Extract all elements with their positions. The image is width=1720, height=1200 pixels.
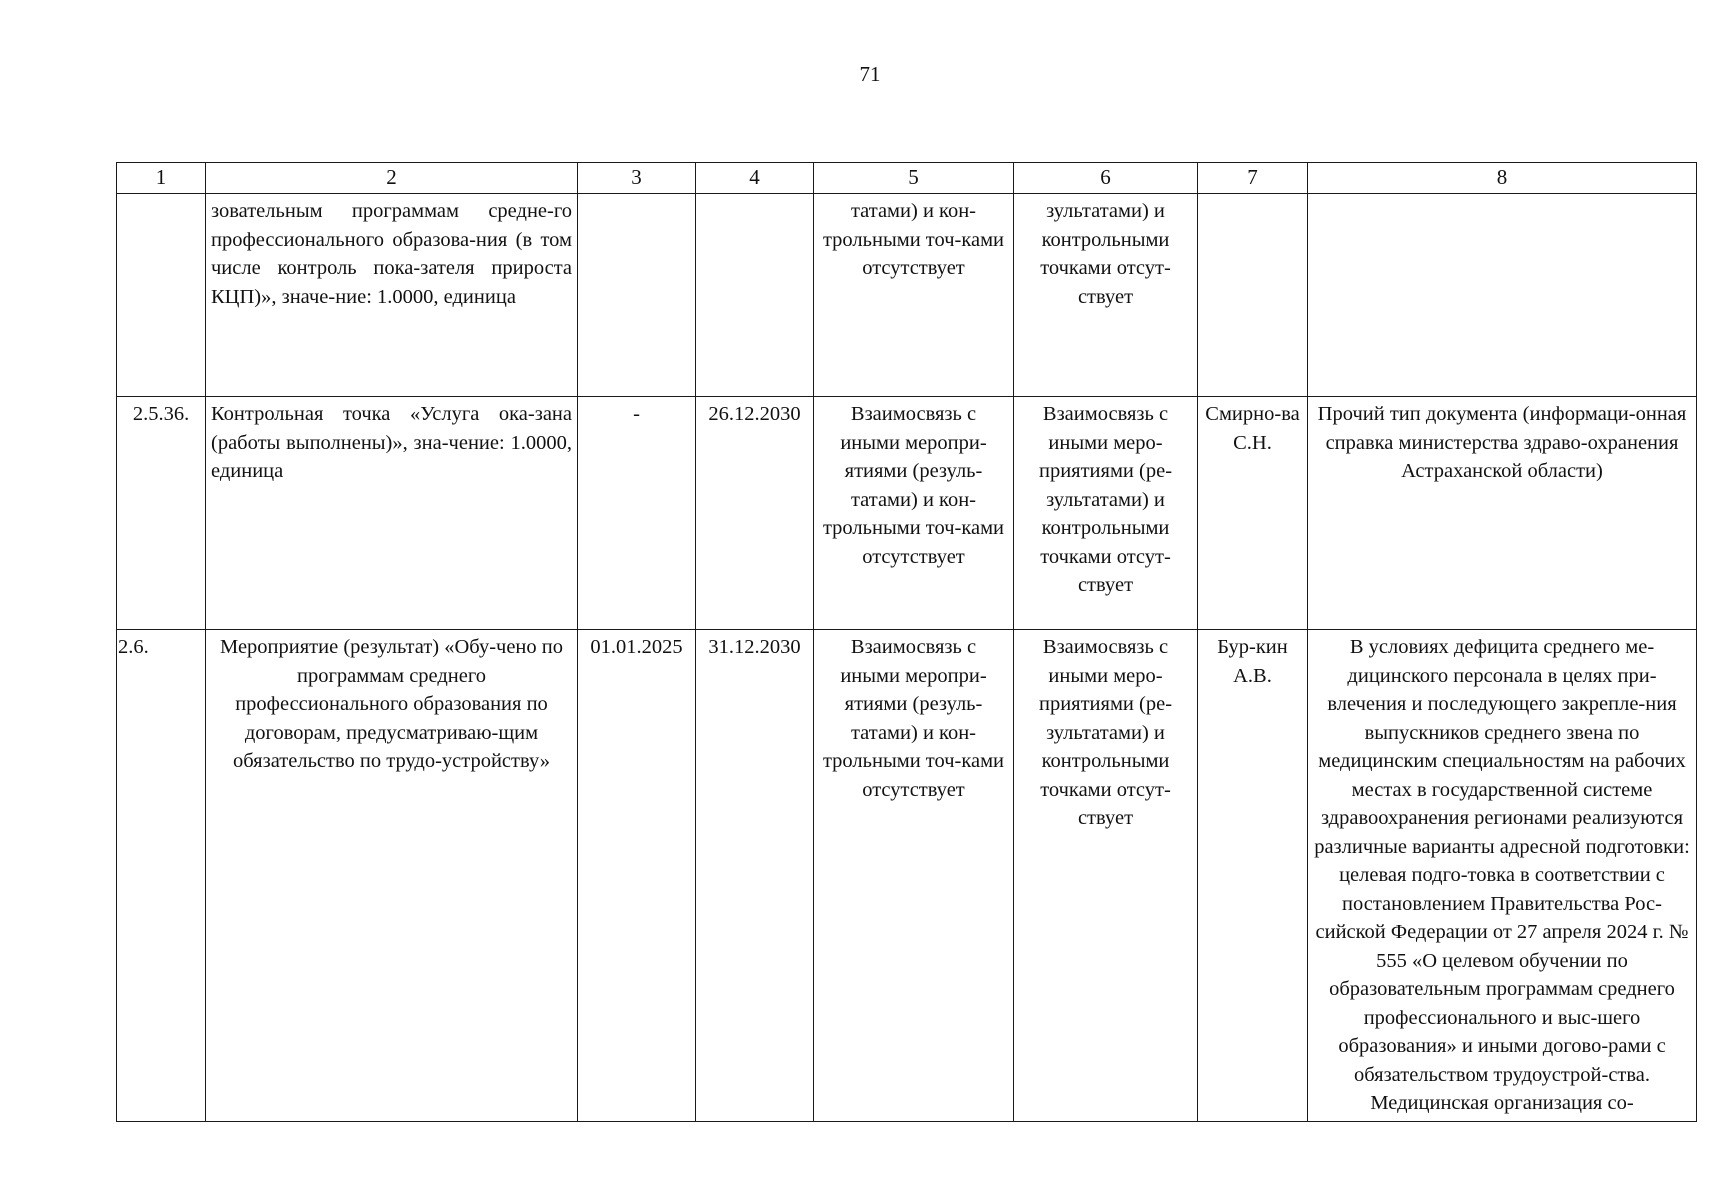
page-number: 71	[859, 62, 881, 86]
header-col-5: 5	[814, 163, 1014, 194]
cell-link-control: зультатами) и контрольными точками отсут-ствует	[1014, 194, 1198, 397]
cell-responsible: Смирно-ва С.Н.	[1198, 397, 1308, 630]
cell-num: 2.5.36.	[117, 397, 206, 630]
cell-name: Контрольная точка «Услуга ока-зана (работы выполнены)», зна-чение: 1.0000, единица	[206, 397, 578, 630]
cell-responsible: Бур-кин А.В.	[1198, 630, 1308, 1122]
cell-document: В условиях дефицита среднего ме-дицинского персонала в целях при-влечения и последующего закрепле-ния выпускников среднего звена по медицинским специальностям на рабочих местах в государственной системе здравоохранения регионами реализуются различные варианты адресной подготовки: целевая подго-товка в соответствии с постановлением Правительства Рос-сийской Федерации от 27 апреля 2024 г. № 555 «О целевом обучении по образовательным программам среднего профессионального и выс-шего образования» и иными догово-рами с обязательством трудоустрой-ства. Медицинская организация со-	[1308, 630, 1697, 1122]
cell-link-results: Взаимосвязь с иными меропри-ятиями (резуль-татами) и кон-трольными точ-ками отсутствует	[814, 397, 1014, 630]
cell-num	[117, 194, 206, 397]
header-col-7: 7	[1198, 163, 1308, 194]
cell-document: Прочий тип документа (информаци-онная справка министерства здраво-охранения Астраханской области)	[1308, 397, 1697, 630]
cell-responsible	[1198, 194, 1308, 397]
table-row	[117, 397, 1697, 630]
cell-end-date	[696, 194, 814, 397]
table-row	[117, 194, 1697, 397]
header-col-2: 2	[206, 163, 578, 194]
header-col-4: 4	[696, 163, 814, 194]
header-col-8: 8	[1308, 163, 1697, 194]
header-col-1: 1	[117, 163, 206, 194]
header-row	[117, 163, 1697, 194]
cell-link-results: Взаимосвязь с иными меропри-ятиями (резуль-татами) и кон-трольными точ-ками отсутствует	[814, 630, 1014, 1122]
cell-name: зовательным программам средне-го профессионального образова-ния (в том числе контроль пока-зателя прироста КЦП)», значе-ние: 1.0000, единица	[206, 194, 578, 397]
cell-start-date: 01.01.2025	[578, 630, 696, 1122]
cell-link-control: Взаимосвязь с иными меро-приятиями (ре-зультатами) и контрольными точками отсут-ствует	[1014, 397, 1198, 630]
header-col-6: 6	[1014, 163, 1198, 194]
cell-num: 2.6.	[117, 630, 206, 1122]
cell-start-date	[578, 194, 696, 397]
cell-link-results: татами) и кон-трольными точ-ками отсутствует	[814, 194, 1014, 397]
cell-end-date: 31.12.2030	[696, 630, 814, 1122]
cell-start-date: -	[578, 397, 696, 630]
cell-document	[1308, 194, 1697, 397]
plan-table	[116, 162, 1697, 1122]
cell-end-date: 26.12.2030	[696, 397, 814, 630]
cell-name: Мероприятие (результат) «Обу-чено по программам среднего профессионального образования по договорам, предусматриваю-щим обязательство по трудо-устройству»	[206, 630, 578, 1122]
cell-link-control: Взаимосвязь с иными меро-приятиями (ре-зультатами) и контрольными точками отсут-ствует	[1014, 630, 1198, 1122]
table-row	[117, 630, 1697, 1122]
header-col-3: 3	[578, 163, 696, 194]
